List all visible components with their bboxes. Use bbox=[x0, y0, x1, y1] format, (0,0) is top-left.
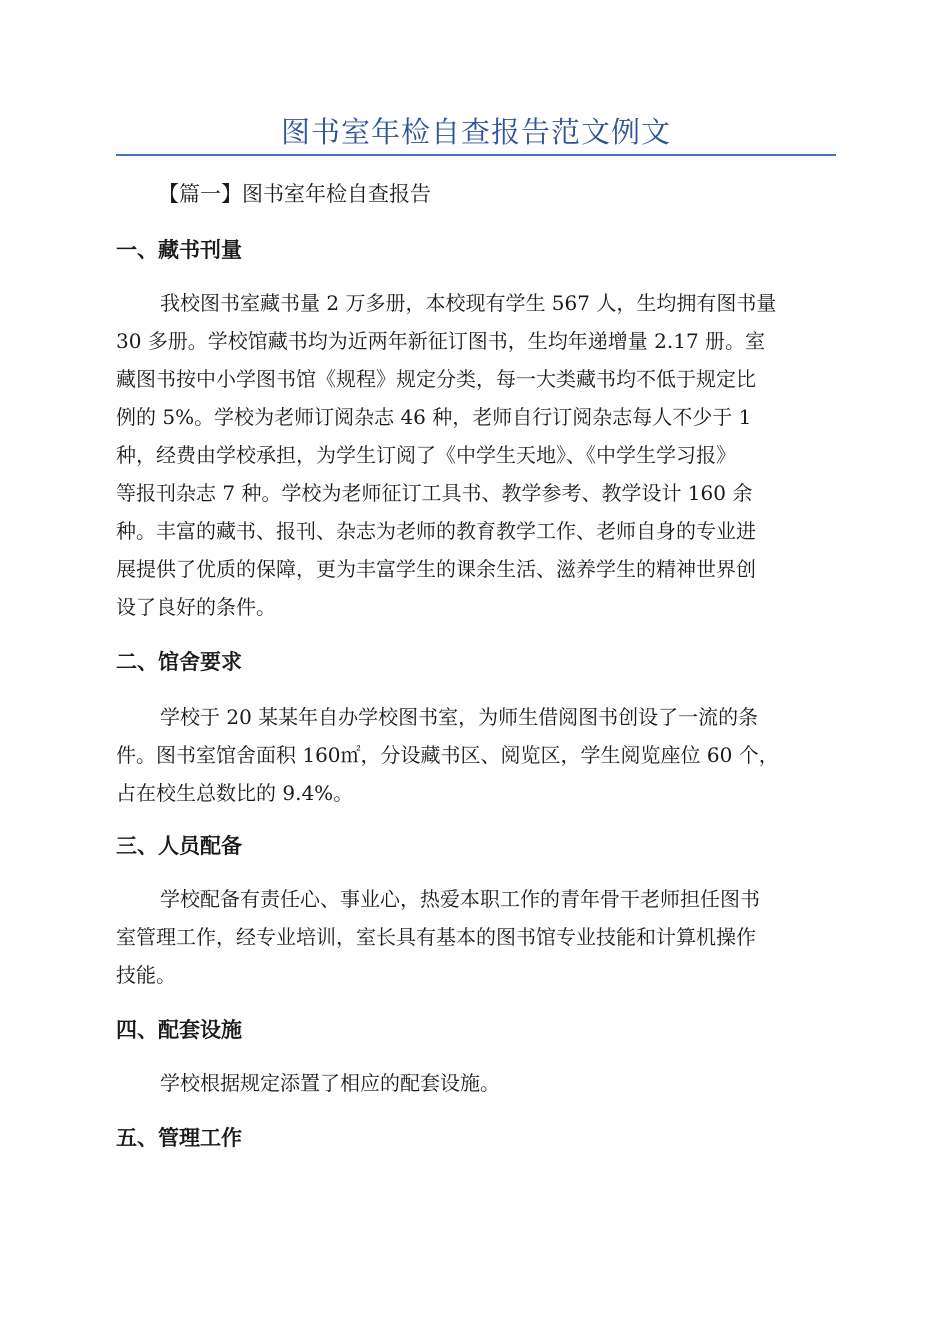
body-line: 占在校生总数比的 9.4%。 bbox=[116, 781, 354, 805]
body-line: 种。丰富的藏书、报刊、杂志为老师的教育教学工作、老师自身的专业进 bbox=[116, 519, 756, 543]
section-heading-5: 五、管理工作 bbox=[116, 1125, 242, 1150]
body-line: 等报刊杂志 7 种。学校为老师征订工具书、教学参考、教学设计 160 余 bbox=[116, 481, 753, 505]
section-body-3 bbox=[116, 880, 836, 994]
body-line: 学校配备有责任心、事业心，热爱本职工作的青年骨干老师担任图书 bbox=[160, 887, 760, 911]
body-line: 藏图书按中小学图书馆《规程》规定分类，每一大类藏书均不低于规定比 bbox=[116, 367, 756, 391]
body-line: 种，经费由学校承担，为学生订阅了《中学生天地》、《中学生学习报》 bbox=[116, 443, 736, 467]
section-heading-2: 二、馆舍要求 bbox=[116, 649, 242, 674]
document-subtitle: 【篇一】图书室年检自查报告 bbox=[158, 182, 431, 206]
section-body-4 bbox=[116, 1064, 836, 1102]
body-line: 例的 5%。学校为老师订阅杂志 46 种，老师自行订阅杂志每人不少于 1 bbox=[116, 405, 752, 429]
body-line: 件。图书室馆舍面积 160㎡，分设藏书区、阅览区，学生阅览座位 60 个， bbox=[116, 743, 779, 767]
body-line: 学校根据规定添置了相应的配套设施。 bbox=[160, 1071, 500, 1095]
body-line: 我校图书室藏书量 2 万多册，本校现有学生 567 人，生均拥有图书量 bbox=[160, 291, 777, 315]
body-line: 30 多册。学校馆藏书均为近两年新征订图书，生均年递增量 2.17 册。室 bbox=[116, 329, 766, 353]
section-body-1 bbox=[116, 284, 836, 626]
body-line: 设了良好的条件。 bbox=[116, 595, 276, 619]
section-heading-3: 三、人员配备 bbox=[116, 833, 242, 858]
section-heading-1: 一、藏书刊量 bbox=[116, 237, 242, 262]
section-heading-4: 四、配套设施 bbox=[116, 1017, 242, 1042]
body-line: 展提供了优质的保障，更为丰富学生的课余生活、滋养学生的精神世界创 bbox=[116, 557, 756, 581]
document-title: 图书室年检自查报告范文例文 bbox=[280, 115, 671, 149]
body-line: 学校于 20 某某年自办学校图书室，为师生借阅图书创设了一流的条 bbox=[160, 705, 759, 729]
body-line: 室管理工作，经专业培训，室长具有基本的图书馆专业技能和计算机操作 bbox=[116, 925, 756, 949]
title-underline bbox=[116, 154, 836, 156]
section-body-2 bbox=[116, 698, 836, 812]
body-line: 技能。 bbox=[116, 963, 176, 987]
